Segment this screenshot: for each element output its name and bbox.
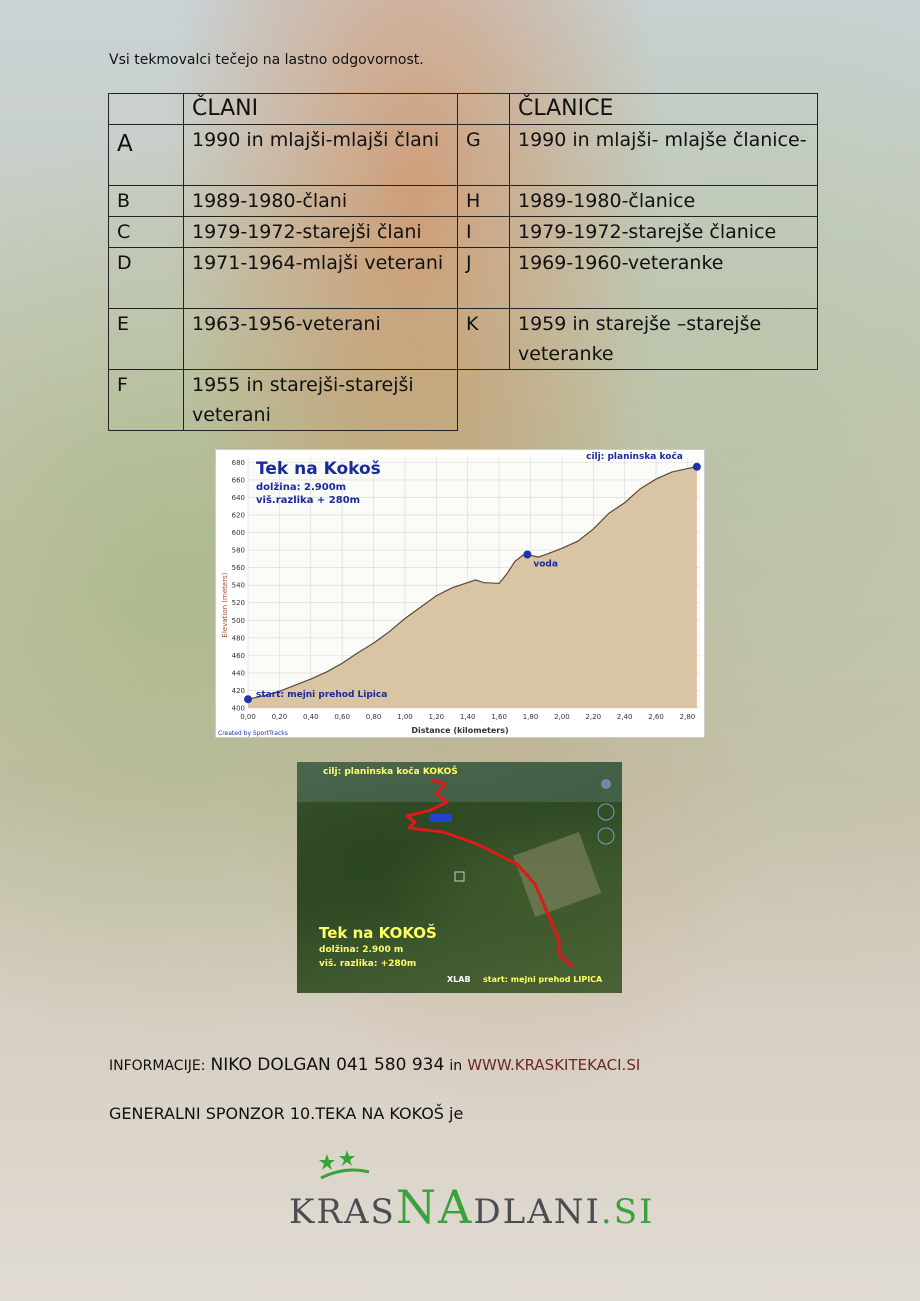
route-map-svg xyxy=(297,762,622,993)
compass-icon xyxy=(601,779,611,789)
category-code-men: D xyxy=(109,248,184,309)
y-tick-label: 500 xyxy=(231,616,245,625)
table-cell xyxy=(458,94,510,125)
x-tick-label: 0,80 xyxy=(365,713,382,721)
category-women: 1969-1960-veteranke xyxy=(510,248,818,309)
chart-subtitle-length: dolžina: 2.900m xyxy=(256,482,347,493)
x-tick-label: 2,80 xyxy=(679,713,696,721)
x-tick-label: 0,40 xyxy=(302,713,319,721)
logo-part-si: .SI xyxy=(600,1192,655,1232)
x-tick-label: 0,00 xyxy=(240,713,256,721)
category-code-men: B xyxy=(109,186,184,217)
table-row xyxy=(109,248,818,309)
elevation-profile-chart xyxy=(215,449,705,738)
logo-wordmark xyxy=(289,1180,654,1234)
category-code-women: G xyxy=(458,125,510,186)
category-men: 1955 in starejši-starejši veterani xyxy=(184,370,458,431)
table-header-row xyxy=(109,94,818,125)
y-tick-label: 620 xyxy=(231,511,245,520)
category-women: 1990 in mlajši- mlajše članice- xyxy=(510,125,818,186)
category-table xyxy=(108,93,818,431)
table-row xyxy=(109,217,818,248)
y-tick-label: 540 xyxy=(231,581,245,590)
y-tick-label: 520 xyxy=(231,599,245,608)
category-code-women: I xyxy=(458,217,510,248)
y-tick-label: 440 xyxy=(231,669,245,678)
map-cursor-icon xyxy=(455,872,464,881)
y-tick-label: 560 xyxy=(231,564,245,573)
category-code-women: H xyxy=(458,186,510,217)
sponsor-logo xyxy=(289,1148,655,1234)
x-axis-label: Distance (kilometers) xyxy=(411,726,509,735)
y-tick-label: 420 xyxy=(231,686,245,695)
route-map xyxy=(297,762,622,993)
category-men: 1971-1964-mlajši veterani xyxy=(184,248,458,309)
x-tick-label: 2,60 xyxy=(648,713,664,721)
x-tick-label: 1,60 xyxy=(491,713,507,721)
elevation-chart-svg xyxy=(216,450,704,737)
category-code-men: C xyxy=(109,217,184,248)
table-row xyxy=(109,186,818,217)
table-empty-cell xyxy=(458,370,510,431)
table-empty-cell xyxy=(510,370,818,431)
y-tick-label: 400 xyxy=(231,704,245,713)
sponsor-text: GENERALNI SPONZOR 10.TEKA NA KOKOŠ je xyxy=(109,1104,464,1123)
y-tick-label: 600 xyxy=(231,529,245,538)
map-climb: viš. razlika: +280m xyxy=(319,959,417,969)
table-row xyxy=(109,309,818,370)
contact-name: NIKO DOLGAN 041 580 934 xyxy=(210,1055,445,1075)
y-axis-label: Elevation (meters) xyxy=(221,572,229,638)
y-tick-label: 460 xyxy=(231,651,245,660)
chart-credit: Created by SportTracks xyxy=(218,730,288,737)
contact-info xyxy=(109,1055,640,1075)
header-men: ČLANI xyxy=(184,94,458,125)
y-tick-label: 480 xyxy=(231,634,245,643)
table-cell xyxy=(109,94,184,125)
x-tick-label: 1,00 xyxy=(397,713,413,721)
zoom-in-icon xyxy=(598,804,614,820)
table-row xyxy=(109,125,818,186)
x-tick-label: 0,20 xyxy=(271,713,288,721)
zoom-out-icon xyxy=(598,828,614,844)
category-women: 1989-1980-članice xyxy=(510,186,818,217)
category-code-men: F xyxy=(109,370,184,431)
chart-marker-label: voda xyxy=(533,559,558,570)
x-tick-label: 1,40 xyxy=(459,713,476,721)
category-code-women: K xyxy=(458,309,510,370)
y-tick-label: 660 xyxy=(231,476,245,485)
x-tick-label: 2,40 xyxy=(616,713,633,721)
category-women: 1959 in starejše –starejše veteranke xyxy=(510,309,818,370)
route-marker xyxy=(430,814,452,822)
category-men: 1963-1956-veterani xyxy=(184,309,458,370)
x-tick-label: 1,80 xyxy=(522,713,539,721)
chart-title: Tek na Kokoš xyxy=(256,459,381,479)
chart-marker xyxy=(523,550,531,558)
chart-marker-label: cilj: planinska koča xyxy=(586,451,683,462)
chart-marker xyxy=(693,463,701,471)
logo-part-kras: KRAS xyxy=(289,1192,396,1232)
disclaimer-text: Vsi tekmovalci tečejo na lastno odgovornost. xyxy=(109,52,424,68)
info-prefix: INFORMACIJE: xyxy=(109,1058,206,1074)
x-tick-label: 2,20 xyxy=(585,713,602,721)
x-tick-label: 0,60 xyxy=(334,713,350,721)
y-tick-label: 640 xyxy=(231,493,245,502)
logo-part-dlani: DLANI xyxy=(473,1192,601,1232)
stars-icon xyxy=(317,1148,377,1184)
header-women: ČLANICE xyxy=(510,94,818,125)
map-bottom-label: start: mejni prehod LIPICA xyxy=(483,975,603,984)
map-brand: XLAB xyxy=(447,975,471,984)
x-tick-label: 1,20 xyxy=(428,713,445,721)
x-tick-label: 2,00 xyxy=(554,713,570,721)
website-link[interactable]: WWW.KRASKITEKACI.SI xyxy=(467,1056,641,1074)
chart-marker-label: start: mejni prehod Lipica xyxy=(256,690,388,701)
category-code-men: A xyxy=(109,125,184,186)
chart-marker xyxy=(244,695,252,703)
category-code-women: J xyxy=(458,248,510,309)
category-women: 1979-1972-starejše članice xyxy=(510,217,818,248)
map-length: dolžina: 2.900 m xyxy=(319,945,404,955)
logo-part-na: NA xyxy=(395,1180,474,1234)
y-tick-label: 580 xyxy=(231,546,245,555)
map-title: Tek na KOKOŠ xyxy=(319,924,437,942)
map-top-label: cilj: planinska koča KOKOŠ xyxy=(323,767,458,777)
category-men: 1990 in mlajši-mlajši člani xyxy=(184,125,458,186)
category-men: 1979-1972-starejši člani xyxy=(184,217,458,248)
info-conj: in xyxy=(449,1058,463,1074)
category-men: 1989-1980-člani xyxy=(184,186,458,217)
table-row xyxy=(109,370,818,431)
y-tick-label: 680 xyxy=(231,458,245,467)
category-code-men: E xyxy=(109,309,184,370)
chart-subtitle-climb: viš.razlika + 280m xyxy=(256,495,361,506)
